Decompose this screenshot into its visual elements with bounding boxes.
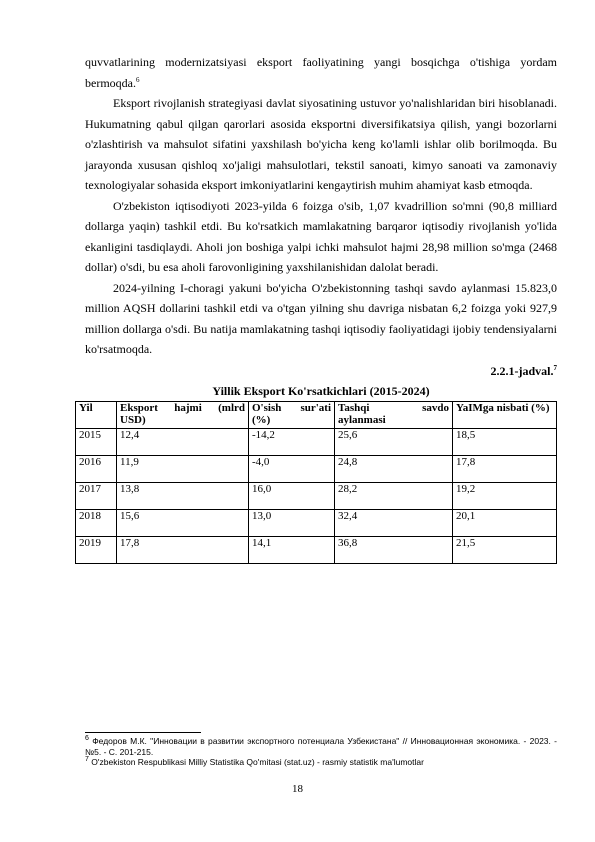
cell-growth-rate: -14,2 xyxy=(249,428,335,455)
footnote-ref-6[interactable]: 6 xyxy=(135,75,140,84)
footnote-separator xyxy=(85,732,201,733)
cell-growth-rate: 14,1 xyxy=(249,536,335,563)
header-growth-rate: O'sish sur'ati (%) xyxy=(249,401,335,428)
cell-gdp-ratio: 17,8 xyxy=(453,455,557,482)
table-row xyxy=(76,428,557,455)
cell-year: 2017 xyxy=(76,482,117,509)
cell-gdp-ratio: 21,5 xyxy=(453,536,557,563)
paragraph-4: 2024-yilning I-choragi yakuni bo'yicha O'zbekistonning tashqi savdo aylanmasi 15.823,0 million AQSH dollarini tashkil etdi va o'tgan yilning shu davriga nisbatan 6,2 foizga yoki 927,9 million dollarga o'sdi. Bu natija mamlakatning tashqi iqtisodiy faoliyatidagi ijobiy tendensiyalarni ko'rsatmoqda. xyxy=(85,280,557,356)
cell-year: 2019 xyxy=(76,536,117,563)
cell-year: 2018 xyxy=(76,509,117,536)
footnote-ref-7[interactable]: 7 xyxy=(553,363,557,372)
cell-trade-turnover: 28,2 xyxy=(335,482,453,509)
header-export-volume: Eksport hajmi (mlrd USD) xyxy=(117,401,249,428)
cell-growth-rate: 13,0 xyxy=(249,509,335,536)
footnote-7-text: O'zbekiston Respublikasi Milliy Statistika Qo'mitasi (stat.uz) - rasmiy statistik ma'lumotlar xyxy=(91,757,424,767)
cell-trade-turnover: 25,6 xyxy=(335,428,453,455)
footnote-6 xyxy=(85,736,557,757)
footnote-7 xyxy=(85,757,557,768)
paragraph-3: O'zbekiston iqtisodiyoti 2023-yilda 6 foizga o'sib, 1,07 kvadrillion so'mni (90,8 milliard dollarga yaqin) tashkil etdi. Bu ko'rsatkich mamlakatning barqaror iqtisodiy rivojlanish yo'lida ekanligini tasdiqlaydi. Aholi jon boshiga yalpi ichki mahsulot hajmi 28,98 million so'mga (2468 dollar) o'sdi, bu esa aholi farovonligining yaxshilanishidan dalolat beradi. xyxy=(85,198,557,274)
paragraph-2: Eksport rivojlanish strategiyasi davlat siyosatining ustuvor yo'nalishlaridan biri hisoblanadi. Hukumatning qabul qilgan qarorlari asosida eksportni diversifikatsiya qilish, yangi bozorlarni o'zlashtirish va mahsulot sifatini yaxshilash bo'yicha keng ko'lamli ishlar olib borilmoqda. Bu jarayonda xususan qishloq xo'jaligi mahsulotlari, tekstil sanoati, kimyo sanoati va zamonaviy texnologiyalar sohasida eksport imkoniyatlarini kengaytirish muhim ahamiyat kasb etmoqda. xyxy=(85,96,557,192)
cell-growth-rate: -4,0 xyxy=(249,455,335,482)
cell-growth-rate: 16,0 xyxy=(249,482,335,509)
paragraph-1-text: quvvatlarining modernizatsiyasi eksport faoliyatining yangi bosqichga o'tishiga yordam bermoqda. xyxy=(85,55,557,90)
table-row xyxy=(76,509,557,536)
paragraph-1 xyxy=(85,52,557,93)
document-body xyxy=(79,52,557,564)
header-trade-turnover: Tashqi savdo aylanmasi xyxy=(335,401,453,428)
cell-gdp-ratio: 19,2 xyxy=(453,482,557,509)
cell-export-volume: 11,9 xyxy=(117,455,249,482)
cell-export-volume: 17,8 xyxy=(117,536,249,563)
header-year: Yil xyxy=(76,401,117,428)
cell-year: 2015 xyxy=(76,428,117,455)
page-number: 18 xyxy=(292,783,303,795)
cell-trade-turnover: 24,8 xyxy=(335,455,453,482)
cell-export-volume: 13,8 xyxy=(117,482,249,509)
table-row xyxy=(76,455,557,482)
table-label xyxy=(85,361,557,381)
cell-year: 2016 xyxy=(76,455,117,482)
footnote-6-number: 6 xyxy=(85,735,89,743)
table-row xyxy=(76,482,557,509)
footnotes xyxy=(85,732,557,768)
table-label-text: 2.2.1-jadval. xyxy=(490,363,554,378)
cell-trade-turnover: 32,4 xyxy=(335,509,453,536)
header-gdp-ratio: YaIMga nisbati (%) xyxy=(453,401,557,428)
cell-gdp-ratio: 20,1 xyxy=(453,509,557,536)
export-table xyxy=(75,401,557,564)
table-title: Yillik Eksport Ko'rsatkichlari (2015-2024) xyxy=(212,383,430,398)
cell-export-volume: 15,6 xyxy=(117,509,249,536)
table-header-row xyxy=(76,401,557,428)
footnote-7-number: 7 xyxy=(85,756,89,764)
cell-gdp-ratio: 18,5 xyxy=(453,428,557,455)
footnote-6-text: Федоров М.К. "Инновации в развитии экспортного потенциала Узбекистана" // Инновационная экономика. - 2023. - №5. - С. 201-215. xyxy=(85,736,557,757)
cell-trade-turnover: 36,8 xyxy=(335,536,453,563)
cell-export-volume: 12,4 xyxy=(117,428,249,455)
table-row xyxy=(76,536,557,563)
